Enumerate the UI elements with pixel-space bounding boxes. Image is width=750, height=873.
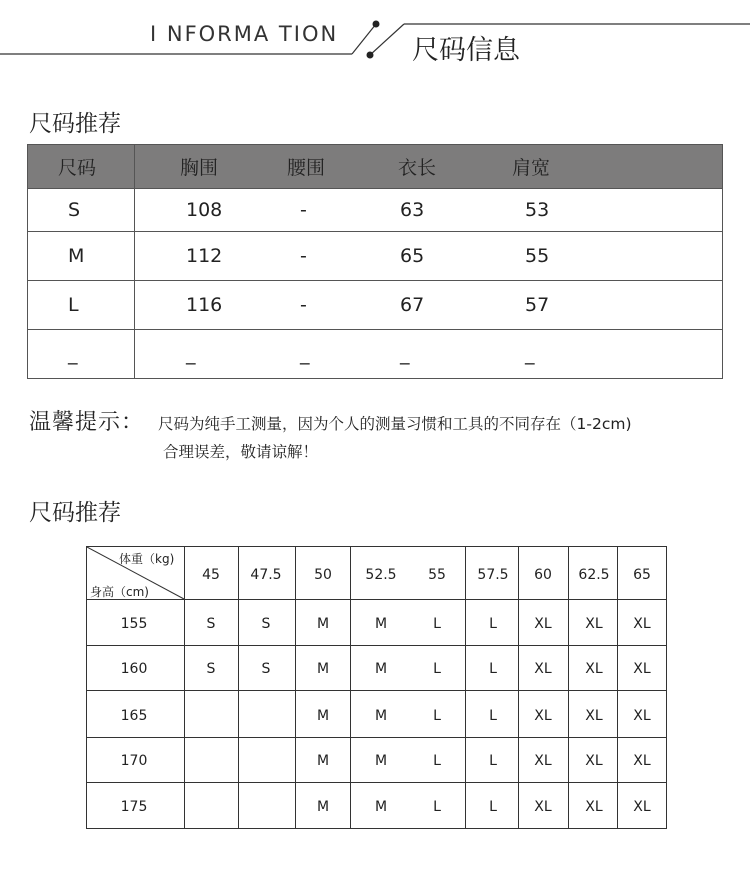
size-cell: XL <box>534 753 552 769</box>
size-cell: XL <box>633 661 651 677</box>
cell-size: _ <box>68 343 78 365</box>
corner-weight-label: 体重（kg) <box>119 552 175 566</box>
height-label: 155 <box>120 616 148 632</box>
cell-waist: _ <box>300 343 310 365</box>
section1-title: 尺码推荐 <box>29 111 121 137</box>
grid-vline <box>238 547 239 828</box>
size-cell: XL <box>534 708 552 724</box>
weight-header: 45 <box>202 567 220 583</box>
size-cell: XL <box>534 661 552 677</box>
grid-vline <box>617 547 618 828</box>
cell-size: S <box>68 199 81 221</box>
size-cell: M <box>316 661 330 677</box>
column-header-chest: 胸围 <box>180 157 219 179</box>
grid-vline <box>465 547 466 828</box>
size-cell: XL <box>585 708 603 724</box>
size-cell: L <box>489 616 497 632</box>
size-cell: L <box>433 753 441 769</box>
size-cell: L <box>489 753 497 769</box>
cell-size: L <box>68 294 79 316</box>
grid-vline <box>568 547 569 828</box>
cell-chest: 112 <box>186 245 223 267</box>
grid-hline <box>87 737 666 738</box>
column-divider <box>134 330 135 378</box>
header-chinese-title: 尺码信息 <box>412 35 520 66</box>
size-cell: M <box>374 753 388 769</box>
grid-hline <box>87 645 666 646</box>
size-cell: S <box>206 616 216 632</box>
section2-title: 尺码推荐 <box>29 500 121 526</box>
weight-header: 55 <box>428 567 446 583</box>
weight-header: 65 <box>633 567 651 583</box>
height-label: 160 <box>120 661 148 677</box>
grid-vline <box>518 547 519 828</box>
size-cell: XL <box>633 616 651 632</box>
corner-height-label: 身高（cm) <box>90 585 149 599</box>
size-cell: L <box>433 616 441 632</box>
section-header <box>0 0 750 70</box>
size-cell: M <box>374 661 388 677</box>
size-cell: XL <box>633 753 651 769</box>
tip-text-line2: 合理误差，敬请谅解！ <box>163 443 319 461</box>
size-table-row <box>28 188 722 231</box>
size-cell: M <box>316 708 330 724</box>
grid-hline <box>87 782 666 783</box>
grid-vline <box>184 547 185 828</box>
size-cell: M <box>316 799 330 815</box>
grid-hline <box>87 599 666 600</box>
cell-length: 65 <box>400 245 425 267</box>
tip-label: 温馨提示： <box>29 410 145 435</box>
size-table-row <box>28 231 722 280</box>
weight-header: 60 <box>534 567 552 583</box>
cell-waist: - <box>300 199 307 221</box>
size-table-row <box>28 329 722 378</box>
header-english-title: I NFORMA TION <box>150 22 339 46</box>
cell-chest: _ <box>186 343 196 365</box>
cell-chest: 108 <box>186 199 223 221</box>
size-cell: S <box>261 661 271 677</box>
tip-text-line1: 尺码为纯手工测量，因为个人的测量习惯和工具的不同存在（1-2cm) <box>158 415 632 433</box>
column-header-size: 尺码 <box>58 157 97 179</box>
weight-header: 50 <box>314 567 332 583</box>
size-recommendation-grid <box>86 546 667 829</box>
cell-size: M <box>68 245 85 267</box>
height-label: 175 <box>120 799 148 815</box>
cell-length: 63 <box>400 199 425 221</box>
grid-vline <box>350 547 351 828</box>
cell-length: 67 <box>400 294 425 316</box>
height-label: 170 <box>120 753 148 769</box>
size-cell: L <box>489 661 497 677</box>
size-table-header <box>28 145 722 188</box>
size-cell: M <box>316 616 330 632</box>
cell-chest: 116 <box>186 294 223 316</box>
size-cell: M <box>374 616 388 632</box>
size-cell: M <box>374 799 388 815</box>
cell-shoulder: _ <box>525 343 535 365</box>
size-cell: L <box>489 799 497 815</box>
weight-header: 62.5 <box>578 567 610 583</box>
header-decoration <box>0 0 750 70</box>
grid-vline <box>295 547 296 828</box>
column-divider <box>134 281 135 329</box>
cell-waist: - <box>300 245 307 267</box>
weight-header: 57.5 <box>477 567 509 583</box>
column-divider <box>134 189 135 231</box>
height-label: 165 <box>120 708 148 724</box>
size-cell: S <box>261 616 271 632</box>
size-cell: XL <box>633 799 651 815</box>
size-cell: XL <box>585 616 603 632</box>
size-cell: L <box>433 708 441 724</box>
column-header-shoulder: 肩宽 <box>512 157 551 179</box>
weight-header: 47.5 <box>250 567 282 583</box>
size-cell: XL <box>585 799 603 815</box>
size-table-row <box>28 280 722 329</box>
size-table <box>27 144 723 379</box>
size-cell: S <box>206 661 216 677</box>
size-cell: M <box>374 708 388 724</box>
column-header-waist: 腰围 <box>287 157 326 179</box>
size-cell: L <box>433 661 441 677</box>
cell-shoulder: 53 <box>525 199 550 221</box>
size-cell: L <box>433 799 441 815</box>
size-cell: M <box>316 753 330 769</box>
cell-length: _ <box>400 343 410 365</box>
column-divider <box>134 145 135 188</box>
cell-waist: - <box>300 294 307 316</box>
cell-shoulder: 57 <box>525 294 550 316</box>
column-header-length: 衣长 <box>398 157 437 179</box>
cell-shoulder: 55 <box>525 245 550 267</box>
column-divider <box>134 232 135 280</box>
size-cell: XL <box>633 708 651 724</box>
weight-header: 52.5 <box>365 567 397 583</box>
size-cell: XL <box>534 616 552 632</box>
size-cell: XL <box>585 661 603 677</box>
size-cell: L <box>489 708 497 724</box>
size-cell: XL <box>585 753 603 769</box>
size-cell: XL <box>534 799 552 815</box>
grid-hline <box>87 690 666 691</box>
